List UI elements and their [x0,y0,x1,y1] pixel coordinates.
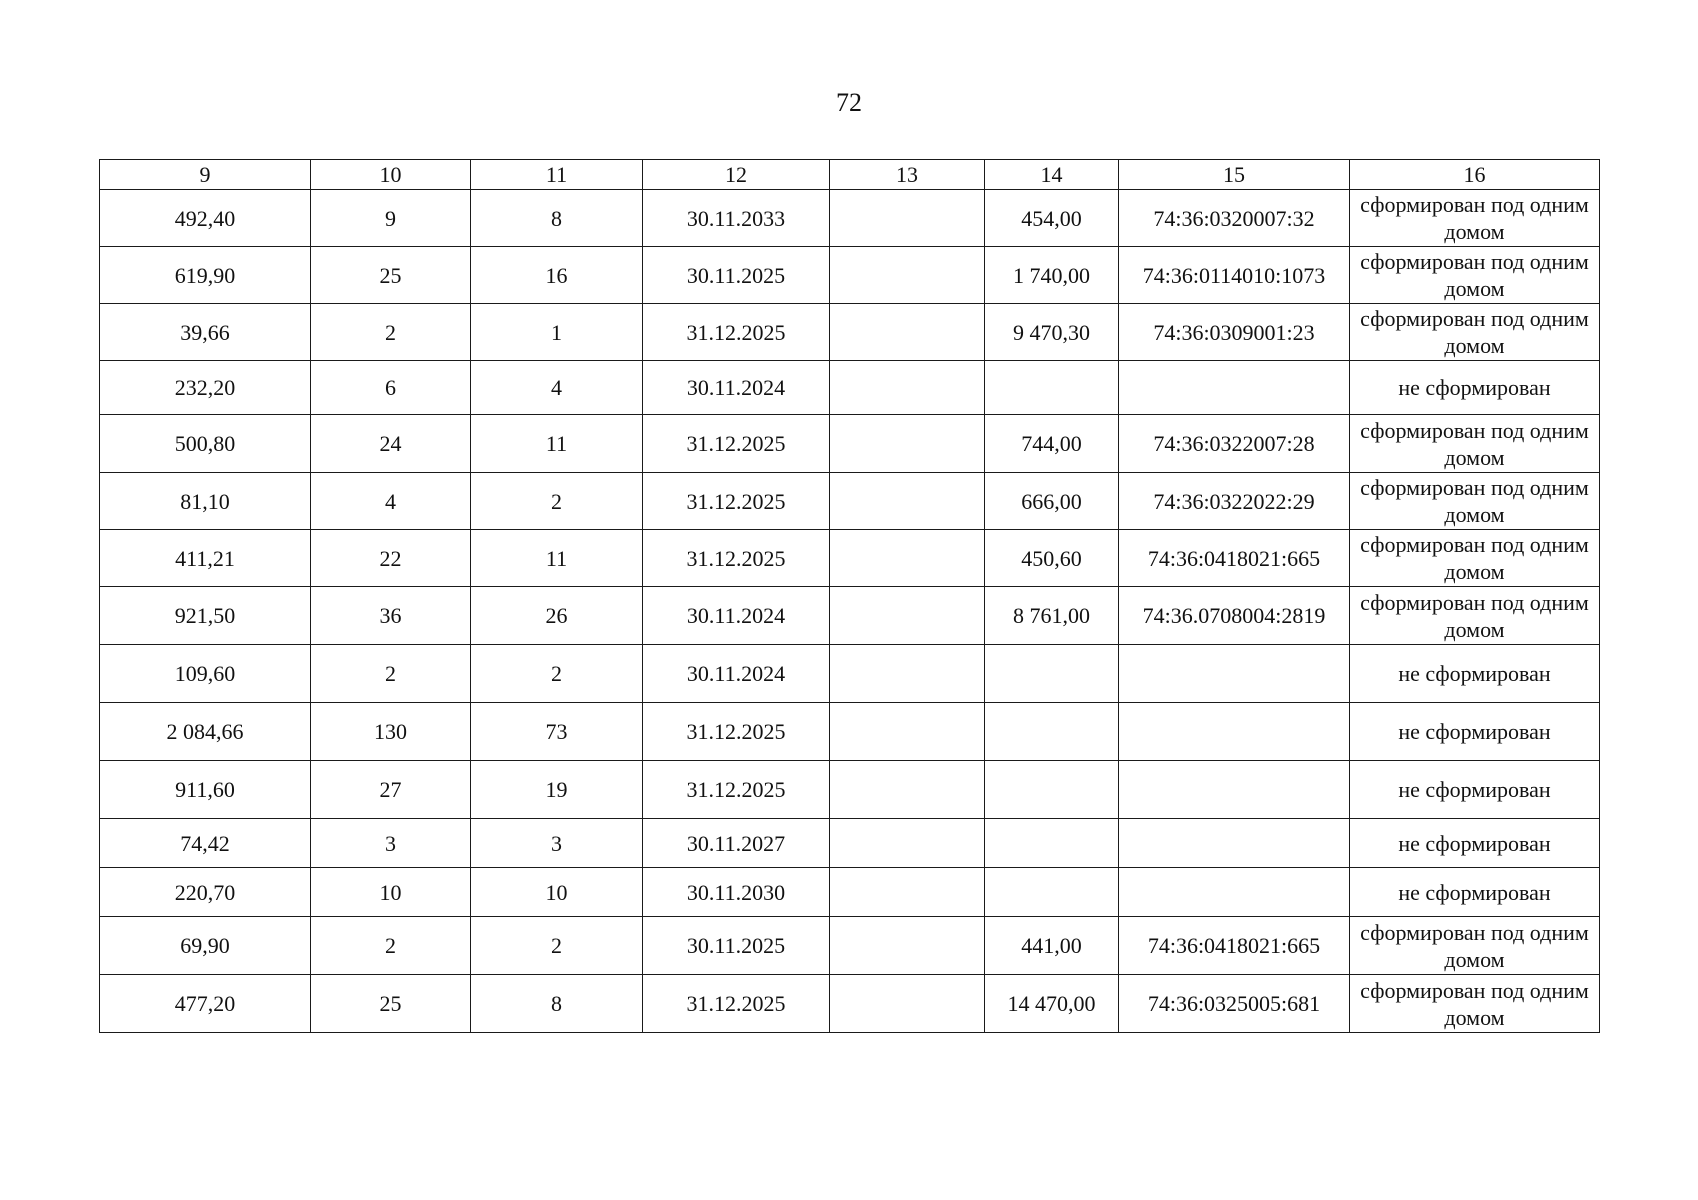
status-cell: не сформирован [1350,645,1600,703]
table-cell: 2 [311,645,471,703]
table-row [100,917,1600,975]
table-cell: 744,00 [985,415,1119,473]
table-cell: 74:36:0320007:32 [1119,190,1350,247]
column-header: 10 [311,160,471,190]
status-cell: сформирован под одним домом [1350,247,1600,304]
table-row [100,415,1600,473]
table-cell: 19 [471,761,643,819]
status-cell: сформирован под одним домом [1350,587,1600,645]
table-cell: 74:36:0322022:29 [1119,473,1350,530]
table-cell [1119,703,1350,761]
table-cell: 220,70 [100,868,311,917]
table-cell: 30.11.2025 [643,917,830,975]
status-cell: сформирован под одним домом [1350,304,1600,361]
table-cell: 30.11.2024 [643,587,830,645]
table-cell: 9 [311,190,471,247]
table-cell: 3 [471,819,643,868]
table-cell [985,361,1119,415]
status-cell: сформирован под одним домом [1350,917,1600,975]
table-row [100,975,1600,1033]
table-cell: 74:36:0114010:1073 [1119,247,1350,304]
table-cell: 2 [311,304,471,361]
table-cell: 30.11.2030 [643,868,830,917]
table-cell: 4 [471,361,643,415]
table-cell: 8 [471,975,643,1033]
table-cell: 30.11.2024 [643,361,830,415]
table-cell [830,645,985,703]
table-cell: 911,60 [100,761,311,819]
table-cell: 31.12.2025 [643,975,830,1033]
column-header: 12 [643,160,830,190]
table-cell: 30.11.2033 [643,190,830,247]
status-cell: не сформирован [1350,703,1600,761]
table-cell: 26 [471,587,643,645]
table-row [100,304,1600,361]
table-body [100,190,1600,1033]
table-cell [830,361,985,415]
column-header: 14 [985,160,1119,190]
table-cell: 16 [471,247,643,304]
table-cell [985,645,1119,703]
table-cell: 500,80 [100,415,311,473]
table-cell: 2 [471,473,643,530]
status-cell: сформирован под одним домом [1350,415,1600,473]
table-row [100,190,1600,247]
table-row [100,645,1600,703]
table-cell: 492,40 [100,190,311,247]
table-cell: 73 [471,703,643,761]
table-cell [830,247,985,304]
column-header: 9 [100,160,311,190]
table-cell [830,868,985,917]
table-cell: 921,50 [100,587,311,645]
table-cell [830,415,985,473]
status-cell: не сформирован [1350,761,1600,819]
table-cell: 74:36:0325005:681 [1119,975,1350,1033]
table-cell: 4 [311,473,471,530]
table-cell [830,703,985,761]
table-cell: 30.11.2025 [643,247,830,304]
table-cell: 31.12.2025 [643,304,830,361]
table-cell: 8 [471,190,643,247]
table-cell: 477,20 [100,975,311,1033]
table-cell: 232,20 [100,361,311,415]
table-cell: 31.12.2025 [643,703,830,761]
table-cell [1119,761,1350,819]
table-row [100,361,1600,415]
status-cell: сформирован под одним домом [1350,975,1600,1033]
table-cell: 2 [471,917,643,975]
page-number: 72 [836,88,862,117]
table-cell: 81,10 [100,473,311,530]
table-row [100,587,1600,645]
table-cell: 666,00 [985,473,1119,530]
table-cell [830,587,985,645]
table-cell [830,917,985,975]
table-cell [830,819,985,868]
table-cell [830,530,985,587]
table-cell: 1 [471,304,643,361]
table-cell: 27 [311,761,471,819]
table-cell: 11 [471,415,643,473]
table-cell [830,975,985,1033]
table-cell: 24 [311,415,471,473]
table-cell [1119,361,1350,415]
column-header: 16 [1350,160,1600,190]
status-cell: сформирован под одним домом [1350,530,1600,587]
column-header: 15 [1119,160,1350,190]
table-cell: 74:36:0322007:28 [1119,415,1350,473]
table-cell [985,868,1119,917]
table-cell [830,761,985,819]
table-cell: 22 [311,530,471,587]
table-cell: 74:36:0418021:665 [1119,530,1350,587]
table-cell [1119,819,1350,868]
table-cell: 25 [311,975,471,1033]
table-cell: 74,42 [100,819,311,868]
table-cell: 74:36:0418021:665 [1119,917,1350,975]
table-cell: 2 [471,645,643,703]
table-row [100,819,1600,868]
table-row [100,761,1600,819]
status-cell: не сформирован [1350,819,1600,868]
table-cell: 441,00 [985,917,1119,975]
table-row [100,703,1600,761]
table-cell: 74:36:0309001:23 [1119,304,1350,361]
table-cell [985,819,1119,868]
table-cell: 31.12.2025 [643,473,830,530]
table-cell: 31.12.2025 [643,415,830,473]
table-cell [830,473,985,530]
column-header: 13 [830,160,985,190]
table-cell: 10 [311,868,471,917]
table-cell: 109,60 [100,645,311,703]
table-cell: 30.11.2024 [643,645,830,703]
status-cell: не сформирован [1350,361,1600,415]
table-cell [1119,868,1350,917]
table-cell: 1 740,00 [985,247,1119,304]
table-cell [830,304,985,361]
table-row [100,473,1600,530]
table-cell: 450,60 [985,530,1119,587]
status-cell: не сформирован [1350,868,1600,917]
table-cell: 9 470,30 [985,304,1119,361]
table-cell: 30.11.2027 [643,819,830,868]
data-table [99,159,1600,1033]
table-row [100,868,1600,917]
table-row [100,530,1600,587]
table-cell: 31.12.2025 [643,530,830,587]
table-cell [985,761,1119,819]
table-cell: 14 470,00 [985,975,1119,1033]
table-cell: 619,90 [100,247,311,304]
table-cell: 411,21 [100,530,311,587]
table-cell [1119,645,1350,703]
table-cell: 130 [311,703,471,761]
table-cell [830,190,985,247]
table-cell [985,703,1119,761]
table-cell: 454,00 [985,190,1119,247]
table-cell: 10 [471,868,643,917]
status-cell: сформирован под одним домом [1350,190,1600,247]
table-cell: 74:36.0708004:2819 [1119,587,1350,645]
table-cell: 6 [311,361,471,415]
table-cell: 39,66 [100,304,311,361]
table-cell: 8 761,00 [985,587,1119,645]
table-row [100,247,1600,304]
table-cell: 69,90 [100,917,311,975]
status-cell: сформирован под одним домом [1350,473,1600,530]
table-cell: 2 [311,917,471,975]
table-cell: 11 [471,530,643,587]
column-header: 11 [471,160,643,190]
table-cell: 3 [311,819,471,868]
table-cell: 31.12.2025 [643,761,830,819]
table-cell: 25 [311,247,471,304]
header-row [100,160,1600,190]
table-cell: 36 [311,587,471,645]
table-cell: 2 084,66 [100,703,311,761]
